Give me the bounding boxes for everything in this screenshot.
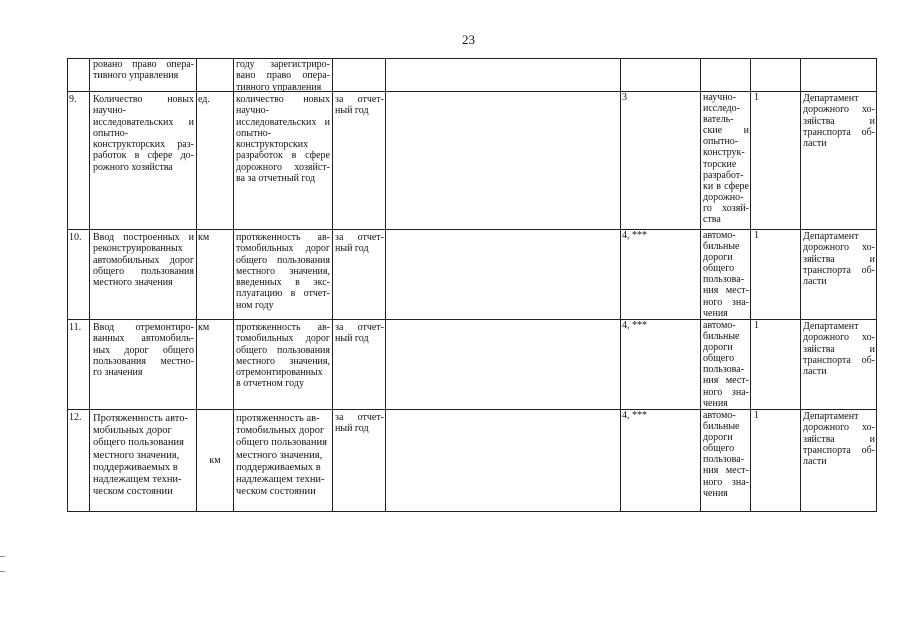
cell-text-line: транспорта об- bbox=[803, 264, 875, 276]
cell-text-line: 1 bbox=[754, 92, 759, 103]
cell-text-line: мобильных дорог bbox=[93, 425, 172, 437]
cell-text-line: пользова- bbox=[703, 274, 745, 286]
cell-text-line: ки в сфере bbox=[703, 180, 749, 192]
cell-text-line: ного зна- bbox=[703, 386, 749, 398]
cell-text-line: конструкторских bbox=[236, 139, 309, 151]
cell-text-line: пользования местно- bbox=[93, 355, 194, 367]
continued-row-number-cell bbox=[68, 59, 90, 92]
cell-text-line: тивного управления bbox=[236, 81, 322, 92]
cell-text-line: ный год bbox=[335, 105, 369, 117]
cell-text-line: надлежащем техни- bbox=[93, 474, 182, 486]
cell-text-line: вано право опера- bbox=[236, 70, 330, 82]
cell-text-line: ческом состоянии bbox=[236, 486, 316, 498]
cell-text-line: общего bbox=[703, 443, 735, 455]
cell-text-line: бильные bbox=[703, 331, 740, 343]
row-12-unit-cell bbox=[197, 410, 234, 512]
scan-mark bbox=[0, 571, 5, 572]
cell-text-line: местного значения bbox=[93, 277, 173, 289]
cell-text-line: ласти bbox=[803, 366, 827, 378]
cell-text-line: научно- bbox=[93, 105, 126, 117]
cell-text-line: дороги bbox=[703, 432, 733, 444]
cell-text-line: в отчетном году bbox=[236, 378, 304, 390]
row-12-frequency-cell bbox=[751, 410, 801, 512]
cell-text-line: пользова- bbox=[703, 364, 745, 376]
cell-text-line: реконструированных bbox=[93, 243, 183, 255]
cell-text-line: ный год bbox=[335, 423, 369, 435]
cell-text-line: 10. bbox=[69, 232, 82, 243]
row-9-unit-cell bbox=[197, 92, 234, 230]
cell-text-line: го значения bbox=[93, 367, 143, 379]
cell-text-line: разработ- bbox=[703, 169, 744, 181]
cell-text-line: дорожного хо- bbox=[803, 104, 875, 116]
cell-text-line: дорожного хо- bbox=[803, 422, 875, 434]
cell-text-line: протяженность ав- bbox=[236, 232, 330, 243]
row-9-definition-cell bbox=[234, 92, 333, 230]
row-10-blank-cell bbox=[386, 230, 621, 320]
cell-text-line: дороги bbox=[703, 252, 733, 264]
cell-text-line: ства bbox=[703, 214, 721, 226]
cell-text-line: плуатацию в отчет- bbox=[236, 288, 330, 300]
cell-text-line: автомобильных дорог bbox=[93, 254, 194, 266]
row-9-number-cell bbox=[68, 92, 90, 230]
cell-text-line: зяйства и bbox=[803, 253, 875, 265]
row-12-period-cell bbox=[333, 410, 386, 512]
cell-text-line: Департамент bbox=[803, 321, 859, 332]
cell-text-line: тивного управления bbox=[93, 70, 179, 82]
cell-text-line: поддерживаемых в bbox=[93, 461, 178, 473]
cell-text-line: ласти bbox=[803, 456, 827, 468]
cell-text-line: чения bbox=[703, 397, 728, 409]
cell-text-line: работок в сфере до- bbox=[93, 150, 194, 162]
row-10-indicator-cell bbox=[90, 230, 197, 320]
cell-text-line: чения bbox=[703, 487, 728, 499]
row-12-responsible-cell bbox=[801, 410, 877, 512]
cell-text-line: 4, *** bbox=[622, 320, 647, 331]
cell-text-line: зяйства и bbox=[803, 433, 875, 445]
cell-text-line: томобильных дорог bbox=[236, 243, 330, 255]
cell-text-line: ния мест- bbox=[703, 375, 749, 387]
continued-row-indicator-cell bbox=[90, 59, 197, 92]
row-9-frequency-cell bbox=[751, 92, 801, 230]
cell-text-line: чения bbox=[703, 307, 728, 319]
cell-text-line: зяйства и bbox=[803, 115, 875, 127]
cell-text-line: Ввод отремонтиро- bbox=[93, 322, 194, 333]
row-12-number-cell bbox=[68, 410, 90, 512]
cell-text-line: ных дорог общего bbox=[93, 344, 194, 356]
cell-text-line: за отчет- bbox=[335, 232, 384, 243]
row-12-blank-cell bbox=[386, 410, 621, 512]
cell-text-line: рожного хозяйства bbox=[93, 161, 173, 173]
cell-text-line: за отчет- bbox=[335, 94, 384, 105]
row-10-number-cell bbox=[68, 230, 90, 320]
cell-text-line: конструк- bbox=[703, 147, 745, 159]
cell-text-line: ном году bbox=[236, 299, 274, 311]
cell-text-line: ед. bbox=[198, 94, 210, 105]
row-10-source-cell bbox=[621, 230, 701, 320]
cell-text-line: опытно- bbox=[93, 127, 129, 139]
cell-text-line: ный год bbox=[335, 243, 369, 255]
cell-text-line: протяженность ав- bbox=[236, 413, 320, 424]
cell-text-line: автомо- bbox=[703, 320, 736, 331]
continued-row-unit-cell bbox=[197, 59, 234, 92]
cell-text-line: введенных в экс- bbox=[236, 277, 330, 289]
cell-text-line: местного значения, bbox=[93, 449, 180, 461]
cell-text-line: 3 bbox=[622, 92, 627, 103]
cell-text-line: 9. bbox=[69, 94, 77, 105]
cell-text-line: Департамент bbox=[803, 411, 859, 422]
cell-text-line: общего пользования bbox=[236, 344, 330, 356]
cell-text-line: зяйства и bbox=[803, 343, 875, 355]
cell-text-line: пользова- bbox=[703, 454, 745, 466]
cell-text-line: 1 bbox=[754, 230, 759, 241]
row-10-period-cell bbox=[333, 230, 386, 320]
cell-text-line: транспорта об- bbox=[803, 126, 875, 138]
continued-row-responsible-cell bbox=[801, 59, 877, 92]
cell-text-line: 4, *** bbox=[622, 410, 647, 421]
row-9-indicator-cell bbox=[90, 92, 197, 230]
cell-text-line: опытно- bbox=[703, 136, 739, 148]
row-9-data-source-cell bbox=[701, 92, 751, 230]
cell-text-line: общего пользования bbox=[236, 254, 330, 266]
row-11-data-source-cell bbox=[701, 320, 751, 410]
row-10-data-source-cell bbox=[701, 230, 751, 320]
row-9-source-cell bbox=[621, 92, 701, 230]
continued-row-data-source-cell bbox=[701, 59, 751, 92]
cell-text-line: ного зна- bbox=[703, 476, 749, 488]
row-11-number-cell bbox=[68, 320, 90, 410]
cell-text-line: автомо- bbox=[703, 230, 736, 241]
row-10-unit-cell bbox=[197, 230, 234, 320]
cell-text-line: Протяженность авто- bbox=[93, 413, 188, 424]
continued-row-definition-cell bbox=[234, 59, 333, 92]
cell-text-line: поддерживаемых в bbox=[236, 461, 321, 473]
row-11-indicator-cell bbox=[90, 320, 197, 410]
indicators-table bbox=[67, 58, 877, 512]
continued-row-period-cell bbox=[333, 59, 386, 92]
cell-text-line: научно- bbox=[236, 105, 269, 117]
cell-text-line: разработок в сфере bbox=[236, 150, 330, 162]
cell-text-line: местного значения, bbox=[236, 449, 323, 461]
cell-text-line: протяженность ав- bbox=[236, 322, 330, 333]
cell-text-line: Количество новых bbox=[93, 94, 194, 105]
cell-text-line: дорожного хозяйст- bbox=[236, 161, 330, 173]
row-11-period-cell bbox=[333, 320, 386, 410]
continued-row-blank-cell bbox=[386, 59, 621, 92]
row-11-definition-cell bbox=[234, 320, 333, 410]
row-10-responsible-cell bbox=[801, 230, 877, 320]
cell-text-line: ческом состоянии bbox=[93, 486, 173, 498]
cell-text-line: ный год bbox=[335, 333, 369, 345]
row-12-definition-cell bbox=[234, 410, 333, 512]
cell-text-line: общего пользования bbox=[93, 265, 194, 277]
cell-text-line: Ввод построенных и bbox=[93, 232, 194, 243]
row-9-period-cell bbox=[333, 92, 386, 230]
row-11-responsible-cell bbox=[801, 320, 877, 410]
cell-text-line: томобильных дорог bbox=[236, 425, 325, 437]
cell-text-line: го хозяй- bbox=[703, 202, 749, 214]
cell-text-line: опытно- bbox=[236, 127, 272, 139]
cell-text-line: отремонтированных bbox=[236, 367, 323, 379]
cell-text-line: за отчет- bbox=[335, 412, 384, 423]
cell-text-line: бильные bbox=[703, 241, 740, 253]
row-10-definition-cell bbox=[234, 230, 333, 320]
cell-text-line: дорожно- bbox=[703, 191, 744, 203]
cell-text-line: местного значения, bbox=[236, 355, 330, 367]
row-11-unit-cell bbox=[197, 320, 234, 410]
row-11-blank-cell bbox=[386, 320, 621, 410]
row-9-blank-cell bbox=[386, 92, 621, 230]
cell-text-line: 11. bbox=[69, 322, 82, 333]
cell-text-line: томобильных дорог bbox=[236, 333, 330, 345]
cell-text-line: дороги bbox=[703, 342, 733, 354]
cell-text-line: ния мест- bbox=[703, 285, 749, 297]
cell-text-line: общего bbox=[703, 263, 735, 275]
cell-text-line: км bbox=[198, 232, 210, 243]
cell-text-line: ровано право опера- bbox=[93, 59, 194, 70]
cell-text-line: 12. bbox=[69, 412, 82, 423]
cell-text-line: году зарегистриро- bbox=[236, 59, 330, 70]
cell-text-line: ния мест- bbox=[703, 465, 749, 477]
cell-text-line: бильные bbox=[703, 421, 740, 433]
cell-text-line: ванных автомобиль- bbox=[93, 333, 194, 345]
continued-row-source-cell bbox=[621, 59, 701, 92]
cell-text-line: автомо- bbox=[703, 410, 736, 421]
cell-text-line: ва за отчетный год bbox=[236, 173, 316, 185]
cell-text-line: 1 bbox=[754, 410, 759, 421]
cell-text-line: ласти bbox=[803, 138, 827, 150]
cell-text-line: общего пользования bbox=[236, 437, 327, 449]
row-11-source-cell bbox=[621, 320, 701, 410]
row-10-frequency-cell bbox=[751, 230, 801, 320]
cell-text-line: исследо- bbox=[703, 103, 740, 115]
cell-text-line: дорожного хо- bbox=[803, 332, 875, 344]
cell-text-line: ские и bbox=[703, 125, 749, 137]
cell-text-line: Департамент bbox=[803, 231, 859, 242]
cell-text-line: торские bbox=[703, 158, 737, 170]
row-9-responsible-cell bbox=[801, 92, 877, 230]
cell-text-line: км bbox=[209, 454, 221, 466]
cell-text-line: ного зна- bbox=[703, 296, 749, 308]
cell-text-line: 1 bbox=[754, 320, 759, 331]
cell-text-line: конструкторских раз- bbox=[93, 139, 194, 151]
cell-text-line: транспорта об- bbox=[803, 444, 875, 456]
row-12-data-source-cell bbox=[701, 410, 751, 512]
cell-text-line: исследовательских и bbox=[236, 116, 330, 128]
scan-mark bbox=[0, 556, 5, 557]
cell-text-line: 4, *** bbox=[622, 230, 647, 241]
cell-text-line: за отчет- bbox=[335, 322, 384, 333]
cell-text-line: исследовательских и bbox=[93, 116, 194, 128]
cell-text-line: ватель- bbox=[703, 114, 734, 126]
cell-text-line: надлежащем техни- bbox=[236, 474, 325, 486]
cell-text-line: км bbox=[198, 322, 210, 333]
page-number: 23 bbox=[462, 32, 475, 47]
cell-text-line: Департамент bbox=[803, 93, 859, 104]
cell-text-line: местного значения, bbox=[236, 265, 330, 277]
row-11-frequency-cell bbox=[751, 320, 801, 410]
row-12-indicator-cell bbox=[90, 410, 197, 512]
row-12-source-cell bbox=[621, 410, 701, 512]
cell-text-line: количество новых bbox=[236, 94, 330, 105]
cell-text-line: научно- bbox=[703, 92, 736, 103]
cell-text-line: общего bbox=[703, 353, 735, 365]
cell-text-line: дорожного хо- bbox=[803, 242, 875, 254]
continued-row-frequency-cell bbox=[751, 59, 801, 92]
cell-text-line: ласти bbox=[803, 276, 827, 288]
cell-text-line: общего пользования bbox=[93, 437, 184, 449]
cell-text-line: транспорта об- bbox=[803, 354, 875, 366]
